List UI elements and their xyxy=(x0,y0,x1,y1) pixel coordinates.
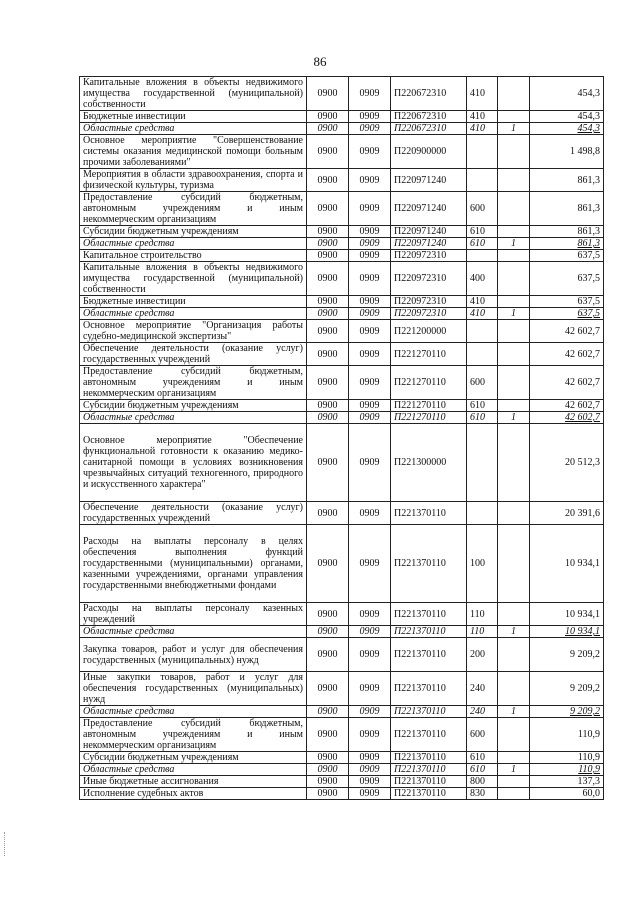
section-code-cell: 0900 xyxy=(307,672,349,706)
target-item-code-cell: П220672310 xyxy=(391,123,467,135)
expense-name-cell: Бюджетные инвестиции xyxy=(80,296,307,308)
table-row xyxy=(80,638,604,672)
amount-cell: 42 602,7 xyxy=(530,412,604,424)
section-code-cell: 0900 xyxy=(307,626,349,638)
table-row xyxy=(80,525,604,603)
funding-source-code-cell xyxy=(498,77,530,111)
section-code-cell: 0900 xyxy=(307,603,349,626)
target-item-code-cell: П221370110 xyxy=(391,603,467,626)
section-code-cell: 0900 xyxy=(307,192,349,226)
funding-source-code-cell xyxy=(498,192,530,226)
section-code-cell: 0900 xyxy=(307,366,349,400)
funding-source-code-cell xyxy=(498,250,530,262)
table-row xyxy=(80,192,604,226)
amount-cell: 1 498,8 xyxy=(530,135,604,169)
section-code-cell: 0900 xyxy=(307,718,349,752)
funding-source-code-cell: 1 xyxy=(498,123,530,135)
expense-type-code-cell: 610 xyxy=(467,412,498,424)
funding-source-code-cell: 1 xyxy=(498,308,530,320)
expense-type-code-cell xyxy=(467,135,498,169)
subsection-code-cell: 0909 xyxy=(349,296,391,308)
table-row xyxy=(80,169,604,192)
funding-source-code-cell xyxy=(498,169,530,192)
expense-name-cell: Предоставление субсидий бюджетным, автономным учреждениям и иным некоммерческим организациям xyxy=(80,718,307,752)
amount-cell: 637,5 xyxy=(530,308,604,320)
page-number: 86 xyxy=(313,54,327,69)
expense-type-code-cell xyxy=(467,502,498,525)
subsection-code-cell: 0909 xyxy=(349,764,391,776)
expense-name-cell: Субсидии бюджетным учреждениям xyxy=(80,226,307,238)
funding-source-code-cell xyxy=(498,296,530,308)
funding-source-code-cell xyxy=(498,343,530,366)
target-item-code-cell: П221370110 xyxy=(391,788,467,800)
subsection-code-cell: 0909 xyxy=(349,706,391,718)
expense-type-code-cell: 200 xyxy=(467,638,498,672)
expense-type-code-cell xyxy=(467,343,498,366)
subsection-code-cell: 0909 xyxy=(349,502,391,525)
regional-funds-row xyxy=(80,764,604,776)
target-item-code-cell: П220972310 xyxy=(391,296,467,308)
table-row xyxy=(80,250,604,262)
amount-cell: 110,9 xyxy=(530,764,604,776)
subsection-code-cell: 0909 xyxy=(349,626,391,638)
funding-source-code-cell xyxy=(498,111,530,123)
target-item-code-cell: П221270110 xyxy=(391,400,467,412)
budget-rows xyxy=(80,77,604,800)
expense-type-code-cell: 410 xyxy=(467,123,498,135)
expense-type-code-cell: 400 xyxy=(467,262,498,296)
funding-source-code-cell xyxy=(498,776,530,788)
expense-name-cell: Капитальные вложения в объекты недвижимого имущества государственной (муниципальной) собственности xyxy=(80,77,307,111)
section-code-cell: 0900 xyxy=(307,226,349,238)
amount-cell: 42 602,7 xyxy=(530,343,604,366)
funding-source-code-cell xyxy=(498,135,530,169)
expense-type-code-cell: 240 xyxy=(467,706,498,718)
expense-type-code-cell: 610 xyxy=(467,764,498,776)
funding-source-code-cell xyxy=(498,718,530,752)
expense-name-cell: Предоставление субсидий бюджетным, автономным учреждениям и иным некоммерческим организациям xyxy=(80,366,307,400)
amount-cell: 10 934,1 xyxy=(530,525,604,603)
section-code-cell: 0900 xyxy=(307,320,349,343)
expense-type-code-cell: 610 xyxy=(467,752,498,764)
amount-cell: 110,9 xyxy=(530,752,604,764)
expense-type-code-cell: 240 xyxy=(467,672,498,706)
section-code-cell: 0900 xyxy=(307,135,349,169)
target-item-code-cell: П220971240 xyxy=(391,169,467,192)
subsection-code-cell: 0909 xyxy=(349,752,391,764)
target-item-code-cell: П220971240 xyxy=(391,238,467,250)
regional-funds-row xyxy=(80,412,604,424)
table-row xyxy=(80,502,604,525)
expense-type-code-cell: 410 xyxy=(467,77,498,111)
section-code-cell: 0900 xyxy=(307,752,349,764)
subsection-code-cell: 0909 xyxy=(349,250,391,262)
table-row xyxy=(80,603,604,626)
section-code-cell: 0900 xyxy=(307,262,349,296)
amount-cell: 454,3 xyxy=(530,123,604,135)
expense-type-code-cell: 410 xyxy=(467,111,498,123)
target-item-code-cell: П220971240 xyxy=(391,192,467,226)
subsection-code-cell: 0909 xyxy=(349,192,391,226)
section-code-cell: 0900 xyxy=(307,764,349,776)
target-item-code-cell: П221370110 xyxy=(391,752,467,764)
section-code-cell: 0900 xyxy=(307,77,349,111)
expense-type-code-cell xyxy=(467,424,498,502)
subsection-code-cell: 0909 xyxy=(349,776,391,788)
subsection-code-cell: 0909 xyxy=(349,226,391,238)
amount-cell: 60,0 xyxy=(530,788,604,800)
regional-funds-row xyxy=(80,308,604,320)
expense-type-code-cell: 410 xyxy=(467,308,498,320)
target-item-code-cell: П221370110 xyxy=(391,706,467,718)
target-item-code-cell: П220971240 xyxy=(391,226,467,238)
table-row xyxy=(80,111,604,123)
amount-cell: 20 391,6 xyxy=(530,502,604,525)
expense-name-cell: Областные средства xyxy=(80,764,307,776)
section-code-cell: 0900 xyxy=(307,412,349,424)
table-row xyxy=(80,424,604,502)
target-item-code-cell: П221200000 xyxy=(391,320,467,343)
expense-name-cell: Областные средства xyxy=(80,308,307,320)
subsection-code-cell: 0909 xyxy=(349,343,391,366)
table-row xyxy=(80,366,604,400)
funding-source-code-cell xyxy=(498,638,530,672)
section-code-cell: 0900 xyxy=(307,400,349,412)
table-row xyxy=(80,135,604,169)
expense-name-cell: Областные средства xyxy=(80,238,307,250)
amount-cell: 861,3 xyxy=(530,192,604,226)
expense-type-code-cell: 410 xyxy=(467,296,498,308)
expense-name-cell: Основное мероприятие "Совершенствование системы оказания медицинской помощи больным прочими заболеваниями" xyxy=(80,135,307,169)
expense-type-code-cell: 600 xyxy=(467,192,498,226)
expense-name-cell: Основное мероприятие "Организация работы судебно-медицинской экспертизы" xyxy=(80,320,307,343)
section-code-cell: 0900 xyxy=(307,111,349,123)
expense-name-cell: Расходы на выплаты персоналу в целях обеспечения выполнения функций государственными (муниципальными) органами, казенными учреждениями, органами управления государственными внебюджетными фондами xyxy=(80,525,307,603)
section-code-cell: 0900 xyxy=(307,424,349,502)
target-item-code-cell: П221270110 xyxy=(391,412,467,424)
target-item-code-cell: П221370110 xyxy=(391,776,467,788)
expense-name-cell: Предоставление субсидий бюджетным, автономным учреждениям и иным некоммерческим организациям xyxy=(80,192,307,226)
amount-cell: 20 512,3 xyxy=(530,424,604,502)
subsection-code-cell: 0909 xyxy=(349,603,391,626)
funding-source-code-cell xyxy=(498,320,530,343)
subsection-code-cell: 0909 xyxy=(349,400,391,412)
target-item-code-cell: П221270110 xyxy=(391,366,467,400)
budget-table xyxy=(79,76,604,800)
section-code-cell: 0900 xyxy=(307,788,349,800)
funding-source-code-cell xyxy=(498,400,530,412)
target-item-code-cell: П221300000 xyxy=(391,424,467,502)
section-code-cell: 0900 xyxy=(307,296,349,308)
section-code-cell: 0900 xyxy=(307,238,349,250)
subsection-code-cell: 0909 xyxy=(349,135,391,169)
target-item-code-cell: П221270110 xyxy=(391,343,467,366)
funding-source-code-cell xyxy=(498,502,530,525)
regional-funds-row xyxy=(80,706,604,718)
amount-cell: 9 209,2 xyxy=(530,672,604,706)
expense-type-code-cell: 800 xyxy=(467,776,498,788)
table-row xyxy=(80,262,604,296)
expense-name-cell: Иные закупки товаров, работ и услуг для обеспечения государственных (муниципальных) нужд xyxy=(80,672,307,706)
funding-source-code-cell: 1 xyxy=(498,764,530,776)
target-item-code-cell: П220972310 xyxy=(391,250,467,262)
section-code-cell: 0900 xyxy=(307,525,349,603)
expense-name-cell: Капитальные вложения в объекты недвижимого имущества государственной (муниципальной) собственности xyxy=(80,262,307,296)
amount-cell: 10 934,1 xyxy=(530,626,604,638)
target-item-code-cell: П220972310 xyxy=(391,262,467,296)
expense-name-cell: Основное мероприятие "Обеспечение функциональной готовности к оказанию медико-санитарной помощи в условиях возникновения чрезвычайных ситуаций техногенного, природного и искусственного характера" xyxy=(80,424,307,502)
amount-cell: 42 602,7 xyxy=(530,320,604,343)
subsection-code-cell: 0909 xyxy=(349,525,391,603)
target-item-code-cell: П221370110 xyxy=(391,764,467,776)
subsection-code-cell: 0909 xyxy=(349,77,391,111)
amount-cell: 454,3 xyxy=(530,111,604,123)
target-item-code-cell: П221370110 xyxy=(391,626,467,638)
amount-cell: 42 602,7 xyxy=(530,400,604,412)
amount-cell: 42 602,7 xyxy=(530,366,604,400)
subsection-code-cell: 0909 xyxy=(349,638,391,672)
expense-name-cell: Капитальное строительство xyxy=(80,250,307,262)
table-row xyxy=(80,226,604,238)
amount-cell: 110,9 xyxy=(530,718,604,752)
subsection-code-cell: 0909 xyxy=(349,424,391,502)
subsection-code-cell: 0909 xyxy=(349,111,391,123)
section-code-cell: 0900 xyxy=(307,123,349,135)
expense-name-cell: Обеспечение деятельности (оказание услуг) государственных учреждений xyxy=(80,343,307,366)
section-code-cell: 0900 xyxy=(307,776,349,788)
subsection-code-cell: 0909 xyxy=(349,169,391,192)
regional-funds-row xyxy=(80,123,604,135)
funding-source-code-cell: 1 xyxy=(498,238,530,250)
expense-name-cell: Областные средства xyxy=(80,706,307,718)
expense-type-code-cell: 610 xyxy=(467,238,498,250)
target-item-code-cell: П220672310 xyxy=(391,77,467,111)
amount-cell: 637,5 xyxy=(530,250,604,262)
expense-type-code-cell: 610 xyxy=(467,226,498,238)
target-item-code-cell: П221370110 xyxy=(391,718,467,752)
target-item-code-cell: П220900000 xyxy=(391,135,467,169)
target-item-code-cell: П221370110 xyxy=(391,502,467,525)
table-row xyxy=(80,718,604,752)
section-code-cell: 0900 xyxy=(307,706,349,718)
funding-source-code-cell xyxy=(498,525,530,603)
expense-name-cell: Исполнение судебных актов xyxy=(80,788,307,800)
subsection-code-cell: 0909 xyxy=(349,672,391,706)
expense-type-code-cell: 600 xyxy=(467,366,498,400)
subsection-code-cell: 0909 xyxy=(349,412,391,424)
target-item-code-cell: П220672310 xyxy=(391,111,467,123)
funding-source-code-cell xyxy=(498,603,530,626)
funding-source-code-cell: 1 xyxy=(498,412,530,424)
table-row xyxy=(80,320,604,343)
funding-source-code-cell: 1 xyxy=(498,706,530,718)
section-code-cell: 0900 xyxy=(307,638,349,672)
target-item-code-cell: П221370110 xyxy=(391,672,467,706)
expense-type-code-cell: 100 xyxy=(467,525,498,603)
section-code-cell: 0900 xyxy=(307,308,349,320)
regional-funds-row xyxy=(80,626,604,638)
funding-source-code-cell xyxy=(498,366,530,400)
amount-cell: 454,3 xyxy=(530,77,604,111)
expense-type-code-cell: 110 xyxy=(467,626,498,638)
expense-name-cell: Бюджетные инвестиции xyxy=(80,111,307,123)
table-row xyxy=(80,77,604,111)
funding-source-code-cell xyxy=(498,262,530,296)
section-code-cell: 0900 xyxy=(307,169,349,192)
section-code-cell: 0900 xyxy=(307,343,349,366)
table-row xyxy=(80,400,604,412)
subsection-code-cell: 0909 xyxy=(349,123,391,135)
expense-type-code-cell xyxy=(467,250,498,262)
expense-name-cell: Закупка товаров, работ и услуг для обеспечения государственных (муниципальных) нужд xyxy=(80,638,307,672)
table-row xyxy=(80,672,604,706)
table-row xyxy=(80,343,604,366)
amount-cell: 9 209,2 xyxy=(530,706,604,718)
amount-cell: 9 209,2 xyxy=(530,638,604,672)
funding-source-code-cell xyxy=(498,788,530,800)
funding-source-code-cell xyxy=(498,424,530,502)
subsection-code-cell: 0909 xyxy=(349,308,391,320)
expense-name-cell: Субсидии бюджетным учреждениям xyxy=(80,400,307,412)
amount-cell: 637,5 xyxy=(530,262,604,296)
funding-source-code-cell: 1 xyxy=(498,626,530,638)
amount-cell: 861,3 xyxy=(530,169,604,192)
regional-funds-row xyxy=(80,238,604,250)
amount-cell: 861,3 xyxy=(530,238,604,250)
section-code-cell: 0900 xyxy=(307,250,349,262)
funding-source-code-cell xyxy=(498,672,530,706)
expense-type-code-cell: 110 xyxy=(467,603,498,626)
subsection-code-cell: 0909 xyxy=(349,320,391,343)
subsection-code-cell: 0909 xyxy=(349,366,391,400)
table-row xyxy=(80,788,604,800)
amount-cell: 637,5 xyxy=(530,296,604,308)
funding-source-code-cell xyxy=(498,226,530,238)
amount-cell: 861,3 xyxy=(530,226,604,238)
target-item-code-cell: П221370110 xyxy=(391,638,467,672)
section-code-cell: 0900 xyxy=(307,502,349,525)
expense-name-cell: Областные средства xyxy=(80,626,307,638)
table-row xyxy=(80,296,604,308)
expense-type-code-cell: 600 xyxy=(467,718,498,752)
funding-source-code-cell xyxy=(498,752,530,764)
expense-name-cell: Областные средства xyxy=(80,412,307,424)
table-row xyxy=(80,776,604,788)
expense-name-cell: Областные средства xyxy=(80,123,307,135)
expense-type-code-cell: 830 xyxy=(467,788,498,800)
margin-scan-mark xyxy=(4,832,9,856)
subsection-code-cell: 0909 xyxy=(349,262,391,296)
table-row xyxy=(80,752,604,764)
expense-name-cell: Расходы на выплаты персоналу казенных учреждений xyxy=(80,603,307,626)
expense-type-code-cell xyxy=(467,169,498,192)
target-item-code-cell: П220972310 xyxy=(391,308,467,320)
subsection-code-cell: 0909 xyxy=(349,718,391,752)
subsection-code-cell: 0909 xyxy=(349,788,391,800)
expense-type-code-cell: 610 xyxy=(467,400,498,412)
subsection-code-cell: 0909 xyxy=(349,238,391,250)
expense-type-code-cell xyxy=(467,320,498,343)
amount-cell: 137,3 xyxy=(530,776,604,788)
expense-name-cell: Субсидии бюджетным учреждениям xyxy=(80,752,307,764)
expense-name-cell: Иные бюджетные ассигнования xyxy=(80,776,307,788)
expense-name-cell: Обеспечение деятельности (оказание услуг) государственных учреждений xyxy=(80,502,307,525)
target-item-code-cell: П221370110 xyxy=(391,525,467,603)
amount-cell: 10 934,1 xyxy=(530,603,604,626)
expense-name-cell: Мероприятия в области здравоохранения, спорта и физической культуры, туризма xyxy=(80,169,307,192)
